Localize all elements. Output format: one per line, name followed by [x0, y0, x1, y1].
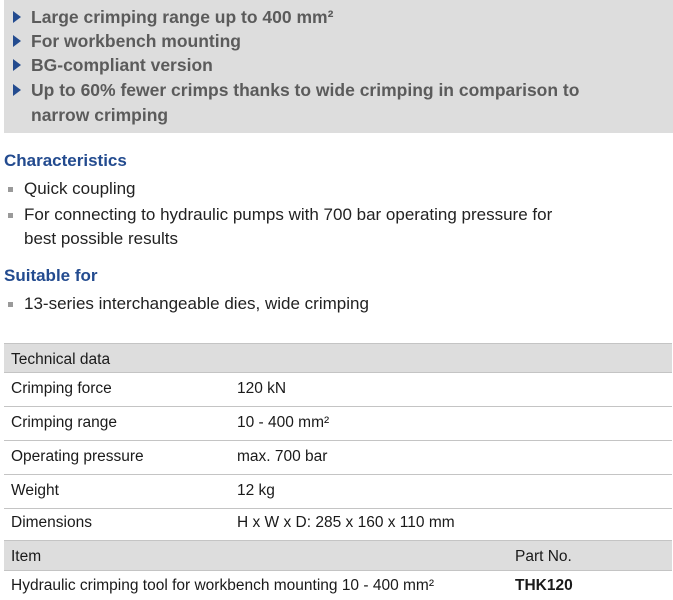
technical-data-header — [4, 344, 672, 372]
list-item-text: For connecting to hydraulic pumps with 700 bar operating pressure for — [24, 205, 553, 224]
part-number-column-header: Part No. — [515, 548, 572, 565]
spec-label: Crimping range — [11, 414, 117, 431]
triangle-bullet-icon — [13, 84, 21, 96]
technical-data-heading: Technical data — [11, 351, 111, 368]
table-row — [4, 509, 672, 540]
triangle-bullet-icon — [13, 59, 21, 71]
list-item-text: 13-series interchangeable dies, wide crimping — [24, 294, 369, 313]
suitable-for-heading: Suitable for — [4, 266, 98, 285]
list-item-text: best possible results — [24, 229, 179, 248]
spec-value: 120 kN — [237, 380, 287, 397]
feature-text: BG-compliant version — [31, 55, 213, 75]
feature-text: For workbench mounting — [31, 31, 241, 51]
triangle-bullet-icon — [13, 11, 21, 23]
feature-list — [4, 0, 673, 133]
table-row — [4, 373, 672, 406]
item-column-header: Item — [11, 548, 42, 565]
spec-label: Operating pressure — [11, 448, 144, 465]
spec-label: Weight — [11, 482, 59, 499]
triangle-bullet-icon — [13, 35, 21, 47]
spec-label: Dimensions — [11, 514, 92, 531]
characteristics-heading: Characteristics — [4, 151, 127, 170]
table-row — [4, 475, 672, 508]
spec-value: 10 - 400 mm² — [237, 414, 330, 431]
table-row — [4, 441, 672, 474]
item-description: Hydraulic crimping tool for workbench mounting 10 - 400 mm² — [11, 577, 434, 594]
feature-text: Large crimping range up to 400 mm² — [31, 7, 334, 27]
part-number: THK120 — [515, 577, 573, 594]
square-bullet-icon — [8, 187, 13, 192]
feature-text: narrow crimping — [31, 105, 169, 125]
items-table-header — [4, 541, 672, 570]
spec-value: max. 700 bar — [237, 448, 328, 465]
spec-label: Crimping force — [11, 380, 112, 397]
table-row — [4, 407, 672, 440]
square-bullet-icon — [8, 302, 13, 307]
spec-value: H x W x D: 285 x 160 x 110 mm — [237, 514, 455, 531]
square-bullet-icon — [8, 213, 13, 218]
list-item-text: Quick coupling — [24, 179, 136, 198]
table-row — [4, 571, 672, 600]
feature-text: Up to 60% fewer crimps thanks to wide crimping in comparison to — [31, 80, 580, 100]
spec-value: 12 kg — [237, 482, 275, 499]
